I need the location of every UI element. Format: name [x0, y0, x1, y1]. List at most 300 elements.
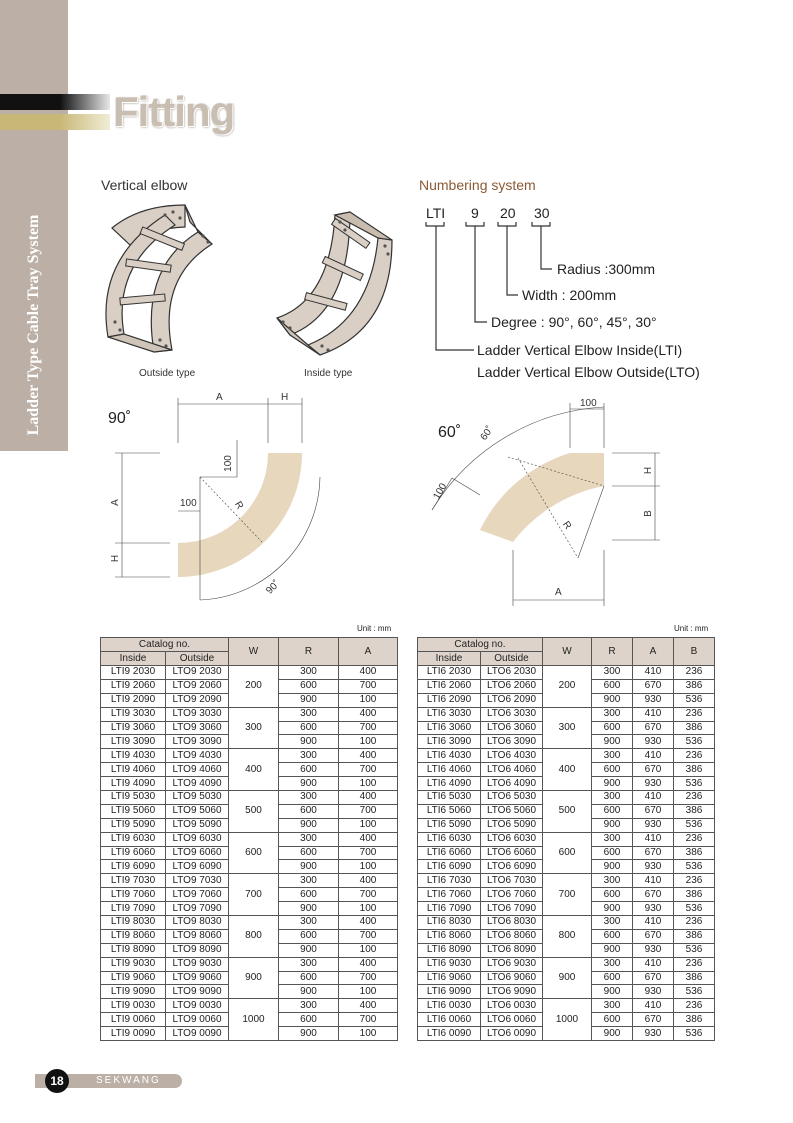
value-cell: 600 [279, 763, 339, 777]
width-desc: Width : 200mm [522, 287, 617, 303]
width-cell: 1000 [543, 999, 592, 1041]
value-cell: 670 [633, 888, 674, 902]
value-cell: 300 [279, 957, 339, 971]
inside-catalog-cell: LTI6 9030 [418, 957, 481, 971]
value-cell: 930 [633, 818, 674, 832]
inside-catalog-cell: LTI9 6060 [101, 846, 166, 860]
value-cell: 400 [339, 707, 398, 721]
value-cell: 410 [633, 957, 674, 971]
inside-catalog-cell: LTI9 5060 [101, 804, 166, 818]
value-cell: 930 [633, 693, 674, 707]
table-row [418, 707, 715, 721]
value-cell: 236 [674, 957, 715, 971]
value-cell: 700 [339, 971, 398, 985]
value-cell: 900 [592, 693, 633, 707]
width-cell: 200 [543, 666, 592, 708]
outside-catalog-cell: LTO6 2030 [481, 666, 543, 680]
value-cell: 700 [339, 929, 398, 943]
inside-catalog-cell: LTI6 7090 [418, 902, 481, 916]
value-cell: 386 [674, 846, 715, 860]
value-cell: 600 [592, 929, 633, 943]
value-cell: 900 [279, 1027, 339, 1041]
table-row [418, 749, 715, 763]
value-cell: 236 [674, 749, 715, 763]
inside-type-caption: Inside type [304, 368, 353, 379]
width-cell: 600 [229, 832, 279, 874]
width-cell: 300 [229, 707, 279, 749]
inside-catalog-cell: LTI9 2060 [101, 679, 166, 693]
width-cell: 800 [229, 916, 279, 958]
value-cell: 100 [339, 943, 398, 957]
inside-catalog-cell: LTI6 3090 [418, 735, 481, 749]
outside-catalog-cell: LTO9 7030 [166, 874, 229, 888]
outside-catalog-cell: LTO6 5030 [481, 791, 543, 805]
value-cell: 900 [279, 777, 339, 791]
inside-catalog-cell: LTI6 9090 [418, 985, 481, 999]
value-cell: 600 [592, 846, 633, 860]
value-cell: 100 [339, 985, 398, 999]
inside-catalog-cell: LTI6 7060 [418, 888, 481, 902]
outside-catalog-cell: LTO9 3030 [166, 707, 229, 721]
value-cell: 386 [674, 929, 715, 943]
table-row [101, 916, 398, 930]
value-cell: 600 [279, 1013, 339, 1027]
inside-catalog-cell: LTI9 2090 [101, 693, 166, 707]
value-cell: 400 [339, 749, 398, 763]
value-cell: 410 [633, 999, 674, 1013]
inside-catalog-cell: LTI9 7060 [101, 888, 166, 902]
value-cell: 930 [633, 777, 674, 791]
value-cell: 930 [633, 735, 674, 749]
inside-catalog-cell: LTI6 9060 [418, 971, 481, 985]
outside-catalog-cell: LTO6 4060 [481, 763, 543, 777]
value-cell: 600 [279, 971, 339, 985]
inside-catalog-cell: LTI6 0090 [418, 1027, 481, 1041]
width-cell: 600 [543, 832, 592, 874]
value-cell: 236 [674, 791, 715, 805]
value-cell: 536 [674, 735, 715, 749]
value-cell: 670 [633, 721, 674, 735]
value-cell: 536 [674, 818, 715, 832]
value-cell: 410 [633, 916, 674, 930]
value-cell: 600 [279, 679, 339, 693]
inside-catalog-cell: LTI9 4090 [101, 777, 166, 791]
dim60-100-top: 100 [580, 398, 597, 409]
outside-catalog-cell: LTO6 0030 [481, 999, 543, 1013]
value-cell: 670 [633, 1013, 674, 1027]
value-cell: 536 [674, 1027, 715, 1041]
inside-type-elbow-image [277, 212, 392, 355]
inside-catalog-cell: LTI9 2030 [101, 666, 166, 680]
value-cell: 670 [633, 971, 674, 985]
table-row [101, 832, 398, 846]
dim60-h: H [643, 466, 655, 475]
a-header: A [633, 638, 674, 666]
value-cell: 536 [674, 985, 715, 999]
width-cell: 500 [543, 791, 592, 833]
outside-header: Outside [481, 652, 543, 666]
footer-brand: SEKWANG [96, 1075, 161, 1086]
inside-catalog-cell: LTI6 2060 [418, 679, 481, 693]
outside-catalog-cell: LTO6 6030 [481, 832, 543, 846]
value-cell: 700 [339, 846, 398, 860]
value-cell: 900 [592, 1027, 633, 1041]
width-cell: 300 [543, 707, 592, 749]
dim90-100-top: 100 [222, 455, 234, 472]
value-cell: 400 [339, 957, 398, 971]
width-cell: 900 [229, 957, 279, 999]
value-cell: 900 [592, 985, 633, 999]
inside-catalog-cell: LTI6 6090 [418, 860, 481, 874]
outside-catalog-cell: LTO6 8060 [481, 929, 543, 943]
inside-catalog-cell: LTI6 8060 [418, 929, 481, 943]
outside-catalog-cell: LTO9 7060 [166, 888, 229, 902]
code-degree: 9 [471, 205, 479, 221]
inside-catalog-cell: LTI9 0090 [101, 1027, 166, 1041]
outside-catalog-cell: LTO6 8090 [481, 943, 543, 957]
value-cell: 300 [592, 874, 633, 888]
dim90-h: H [281, 392, 289, 403]
dim90-h-side: H [110, 554, 122, 563]
inside-catalog-cell: LTI6 4060 [418, 763, 481, 777]
inside-desc: Ladder Vertical Elbow Inside(LTI) [477, 342, 683, 358]
inside-catalog-cell: LTI9 9030 [101, 957, 166, 971]
table-row [418, 832, 715, 846]
dim90-a-side: A [109, 499, 121, 506]
inside-catalog-cell: LTI6 6060 [418, 846, 481, 860]
outside-catalog-cell: LTO9 6030 [166, 832, 229, 846]
value-cell: 410 [633, 791, 674, 805]
value-cell: 300 [592, 749, 633, 763]
outside-catalog-cell: LTO9 5060 [166, 804, 229, 818]
value-cell: 400 [339, 874, 398, 888]
inside-catalog-cell: LTI9 8030 [101, 916, 166, 930]
value-cell: 236 [674, 999, 715, 1013]
outside-catalog-cell: LTO6 8030 [481, 916, 543, 930]
outside-catalog-cell: LTO6 6060 [481, 846, 543, 860]
inside-catalog-cell: LTI6 5060 [418, 804, 481, 818]
arc60-label: 60˚ [478, 424, 496, 443]
value-cell: 300 [279, 832, 339, 846]
inside-catalog-cell: LTI6 2090 [418, 693, 481, 707]
width-cell: 700 [543, 874, 592, 916]
inside-catalog-cell: LTI6 3030 [418, 707, 481, 721]
value-cell: 236 [674, 874, 715, 888]
value-cell: 300 [592, 707, 633, 721]
outside-catalog-cell: LTO6 2090 [481, 693, 543, 707]
inside-catalog-cell: LTI6 4030 [418, 749, 481, 763]
inside-catalog-cell: LTI9 4030 [101, 749, 166, 763]
value-cell: 900 [592, 860, 633, 874]
inside-catalog-cell: LTI9 3090 [101, 735, 166, 749]
width-cell: 200 [229, 666, 279, 708]
value-cell: 410 [633, 832, 674, 846]
outside-catalog-cell: LTO9 0090 [166, 1027, 229, 1041]
inside-catalog-cell: LTI6 5030 [418, 791, 481, 805]
value-cell: 400 [339, 791, 398, 805]
angle-90-label: 90˚ [108, 410, 132, 427]
value-cell: 600 [592, 763, 633, 777]
outside-catalog-cell: LTO9 9030 [166, 957, 229, 971]
value-cell: 300 [592, 832, 633, 846]
outside-type-elbow-image [106, 205, 212, 352]
inside-catalog-cell: LTI6 8030 [418, 916, 481, 930]
value-cell: 386 [674, 679, 715, 693]
width-cell: 400 [229, 749, 279, 791]
value-cell: 300 [279, 874, 339, 888]
table-row [418, 874, 715, 888]
table-row [418, 916, 715, 930]
inside-catalog-cell: LTI9 3030 [101, 707, 166, 721]
value-cell: 700 [339, 763, 398, 777]
inside-catalog-cell: LTI9 3060 [101, 721, 166, 735]
unit-label-60: Unit : mm [674, 624, 709, 633]
value-cell: 930 [633, 943, 674, 957]
outside-catalog-cell: LTO6 3090 [481, 735, 543, 749]
width-cell: 900 [543, 957, 592, 999]
outside-catalog-cell: LTO9 7090 [166, 902, 229, 916]
outside-catalog-cell: LTO6 7030 [481, 874, 543, 888]
arc90-label: 90˚ [264, 578, 283, 597]
outside-catalog-cell: LTO9 6060 [166, 846, 229, 860]
value-cell: 670 [633, 929, 674, 943]
outside-catalog-cell: LTO6 0090 [481, 1027, 543, 1041]
value-cell: 700 [339, 679, 398, 693]
vertical-elbow-heading: Vertical elbow [101, 177, 188, 193]
degree-desc: Degree : 90°, 60°, 45°, 30° [491, 314, 657, 330]
sidebar-title: Ladder Type Cable Tray System [25, 214, 42, 436]
outside-catalog-cell: LTO9 0030 [166, 999, 229, 1013]
page-number: 18 [45, 1069, 69, 1093]
outside-catalog-cell: LTO6 4030 [481, 749, 543, 763]
width-cell: 700 [229, 874, 279, 916]
outside-catalog-cell: LTO6 2060 [481, 679, 543, 693]
table-row [101, 749, 398, 763]
value-cell: 600 [592, 971, 633, 985]
outside-catalog-cell: LTO6 9030 [481, 957, 543, 971]
code-width: 20 [500, 205, 516, 221]
value-cell: 400 [339, 999, 398, 1013]
value-cell: 100 [339, 1027, 398, 1041]
inside-catalog-cell: LTI6 7030 [418, 874, 481, 888]
outside-desc: Ladder Vertical Elbow Outside(LTO) [477, 364, 700, 380]
outside-catalog-cell: LTO9 6090 [166, 860, 229, 874]
catalog-table-60 [417, 637, 715, 1041]
width-cell: 400 [543, 749, 592, 791]
value-cell: 900 [592, 818, 633, 832]
value-cell: 386 [674, 888, 715, 902]
radius-desc: Radius :300mm [557, 261, 656, 277]
inside-catalog-cell: LTI6 4090 [418, 777, 481, 791]
value-cell: 410 [633, 666, 674, 680]
value-cell: 670 [633, 763, 674, 777]
inside-catalog-cell: LTI9 6090 [101, 860, 166, 874]
value-cell: 400 [339, 916, 398, 930]
value-cell: 100 [339, 777, 398, 791]
inside-catalog-cell: LTI6 5090 [418, 818, 481, 832]
dim60-100-left: 100 [431, 481, 450, 502]
width-cell: 1000 [229, 999, 279, 1041]
value-cell: 536 [674, 902, 715, 916]
value-cell: 600 [279, 929, 339, 943]
outside-catalog-cell: LTO9 9090 [166, 985, 229, 999]
value-cell: 900 [592, 777, 633, 791]
value-cell: 900 [279, 902, 339, 916]
catalog-header: Catalog no. [418, 638, 543, 652]
value-cell: 600 [592, 888, 633, 902]
dim60-b: B [642, 510, 654, 517]
elbow-60-diagram [432, 403, 660, 606]
value-cell: 300 [592, 791, 633, 805]
value-cell: 670 [633, 679, 674, 693]
dim90-r: R [232, 499, 246, 512]
value-cell: 300 [592, 999, 633, 1013]
value-cell: 536 [674, 693, 715, 707]
table-row [418, 999, 715, 1013]
inside-catalog-cell: LTI6 6030 [418, 832, 481, 846]
code-radius: 30 [534, 205, 550, 221]
w-header: W [229, 638, 279, 666]
value-cell: 900 [279, 860, 339, 874]
value-cell: 600 [592, 679, 633, 693]
outside-catalog-cell: LTO6 3060 [481, 721, 543, 735]
inside-catalog-cell: LTI9 8090 [101, 943, 166, 957]
inside-catalog-cell: LTI9 8060 [101, 929, 166, 943]
value-cell: 600 [592, 804, 633, 818]
table-row [101, 707, 398, 721]
outside-header: Outside [166, 652, 229, 666]
dim60-r: R [560, 519, 574, 532]
value-cell: 900 [279, 693, 339, 707]
outside-catalog-cell: LTO9 4030 [166, 749, 229, 763]
b-header: B [674, 638, 715, 666]
value-cell: 600 [279, 721, 339, 735]
inside-catalog-cell: LTI9 6030 [101, 832, 166, 846]
width-cell: 500 [229, 791, 279, 833]
r-header: R [592, 638, 633, 666]
outside-catalog-cell: LTO9 9060 [166, 971, 229, 985]
value-cell: 536 [674, 860, 715, 874]
outside-catalog-cell: LTO6 4090 [481, 777, 543, 791]
value-cell: 930 [633, 985, 674, 999]
inside-catalog-cell: LTI9 5090 [101, 818, 166, 832]
value-cell: 410 [633, 707, 674, 721]
value-cell: 700 [339, 804, 398, 818]
value-cell: 930 [633, 860, 674, 874]
inside-catalog-cell: LTI6 0030 [418, 999, 481, 1013]
catalog-header: Catalog no. [101, 638, 229, 652]
value-cell: 600 [279, 846, 339, 860]
value-cell: 670 [633, 804, 674, 818]
value-cell: 400 [339, 666, 398, 680]
dim90-100-left: 100 [180, 498, 197, 509]
value-cell: 300 [279, 791, 339, 805]
outside-catalog-cell: LTO9 4090 [166, 777, 229, 791]
outside-catalog-cell: LTO6 9060 [481, 971, 543, 985]
value-cell: 100 [339, 902, 398, 916]
table-row [101, 999, 398, 1013]
value-cell: 600 [279, 804, 339, 818]
value-cell: 300 [279, 707, 339, 721]
catalog-table-90 [100, 637, 398, 1041]
value-cell: 386 [674, 763, 715, 777]
code-series: LTI [426, 205, 446, 221]
value-cell: 900 [592, 902, 633, 916]
value-cell: 900 [279, 985, 339, 999]
r-header: R [279, 638, 339, 666]
value-cell: 100 [339, 860, 398, 874]
dim90-a: A [216, 392, 223, 403]
a-header: A [339, 638, 398, 666]
value-cell: 300 [279, 749, 339, 763]
numbering-connectors [426, 222, 552, 350]
value-cell: 236 [674, 832, 715, 846]
outside-catalog-cell: LTO9 3090 [166, 735, 229, 749]
value-cell: 600 [592, 1013, 633, 1027]
inside-catalog-cell: LTI9 9090 [101, 985, 166, 999]
outside-catalog-cell: LTO9 5030 [166, 791, 229, 805]
inside-catalog-cell: LTI6 8090 [418, 943, 481, 957]
outside-catalog-cell: LTO6 7090 [481, 902, 543, 916]
value-cell: 236 [674, 666, 715, 680]
value-cell: 600 [592, 721, 633, 735]
angle-60-label: 60˚ [438, 424, 462, 441]
value-cell: 410 [633, 749, 674, 763]
outside-catalog-cell: LTO9 8060 [166, 929, 229, 943]
inside-catalog-cell: LTI6 3060 [418, 721, 481, 735]
value-cell: 100 [339, 735, 398, 749]
value-cell: 236 [674, 707, 715, 721]
outside-type-caption: Outside type [139, 368, 196, 379]
outside-catalog-cell: LTO9 2090 [166, 693, 229, 707]
value-cell: 900 [279, 735, 339, 749]
inside-catalog-cell: LTI6 0060 [418, 1013, 481, 1027]
width-cell: 800 [543, 916, 592, 958]
table-row [418, 957, 715, 971]
value-cell: 300 [592, 957, 633, 971]
inside-catalog-cell: LTI9 5030 [101, 791, 166, 805]
outside-catalog-cell: LTO9 2030 [166, 666, 229, 680]
outside-catalog-cell: LTO9 3060 [166, 721, 229, 735]
value-cell: 386 [674, 804, 715, 818]
table-row [101, 791, 398, 805]
value-cell: 300 [592, 916, 633, 930]
table-row [418, 791, 715, 805]
page-title: Fitting [113, 88, 235, 135]
value-cell: 300 [279, 916, 339, 930]
value-cell: 700 [339, 721, 398, 735]
value-cell: 400 [339, 832, 398, 846]
outside-catalog-cell: LTO6 0060 [481, 1013, 543, 1027]
outside-catalog-cell: LTO6 9090 [481, 985, 543, 999]
outside-catalog-cell: LTO6 5090 [481, 818, 543, 832]
outside-catalog-cell: LTO9 8090 [166, 943, 229, 957]
value-cell: 670 [633, 846, 674, 860]
value-cell: 900 [592, 735, 633, 749]
value-cell: 300 [279, 999, 339, 1013]
value-cell: 300 [592, 666, 633, 680]
inside-catalog-cell: LTI9 4060 [101, 763, 166, 777]
value-cell: 600 [279, 888, 339, 902]
outside-catalog-cell: LTO6 6090 [481, 860, 543, 874]
unit-label-90: Unit : mm [357, 624, 392, 633]
value-cell: 100 [339, 693, 398, 707]
inside-catalog-cell: LTI9 0060 [101, 1013, 166, 1027]
value-cell: 930 [633, 902, 674, 916]
value-cell: 536 [674, 777, 715, 791]
value-cell: 930 [633, 1027, 674, 1041]
inside-catalog-cell: LTI6 2030 [418, 666, 481, 680]
